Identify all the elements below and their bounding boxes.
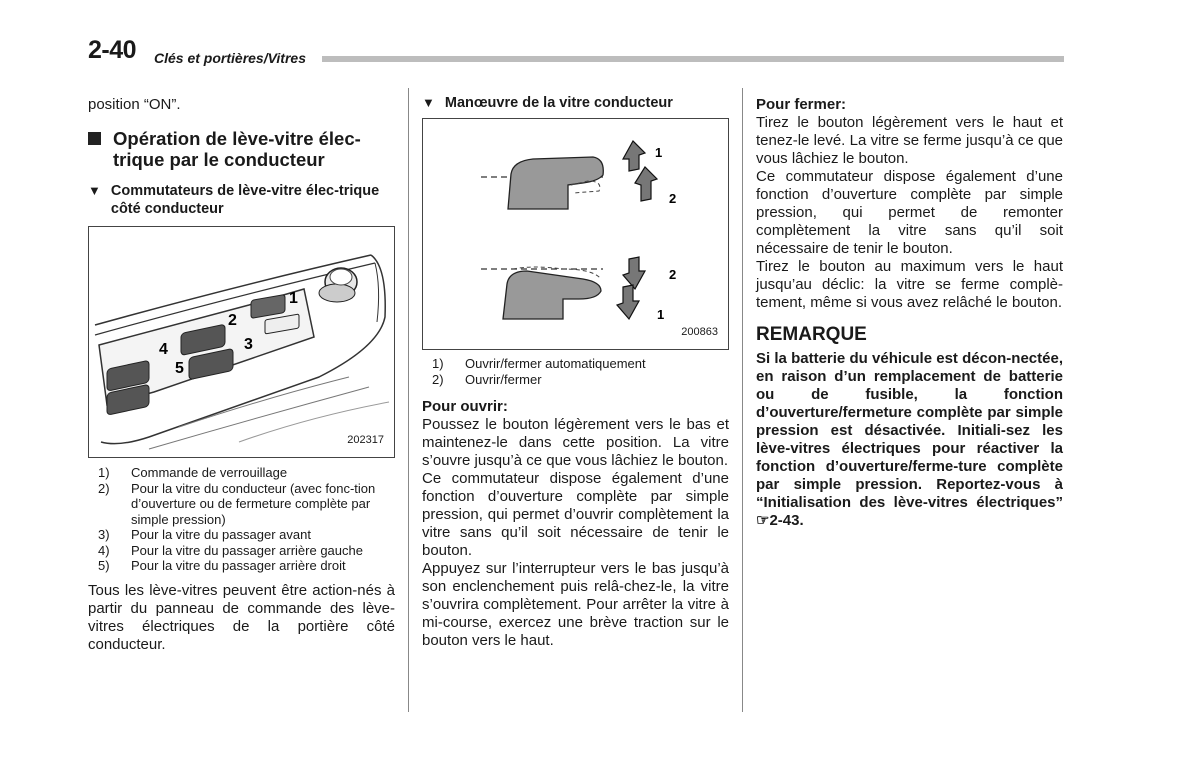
close-paragraph-3: Tirez le bouton au maximum vers le haut jusqu’au déclic: la vitre se ferme complè-tement, même si vous avez relâché le bouton.	[756, 258, 1063, 311]
close-title: Pour fermer:	[756, 96, 847, 113]
section-title: Clés et portières/Vitres	[154, 50, 306, 66]
column-divider-2	[742, 88, 743, 712]
close-paragraph-1: Tirez le bouton légèrement vers le haut et tenez-le levé. La vitre se ferme jusqu’à ce que vous lâchiez le bouton.	[756, 114, 1063, 167]
caption-item: 2) Pour la vitre du conducteur (avec fonc-tion d’ouverture ou de fermeture complète par simple pression)	[98, 480, 376, 527]
triangle-bullet-icon: ▼	[88, 183, 101, 198]
figure-switch-panel	[88, 226, 395, 458]
heading-driver-window-operation	[88, 128, 395, 170]
header-rule	[322, 56, 1064, 62]
callout-3: 3	[244, 336, 253, 353]
figure-code: 202317	[347, 434, 384, 446]
caption-item: 2) Ouvrir/fermer	[432, 371, 542, 387]
callout-5: 5	[175, 360, 184, 377]
close-paragraph-2: Ce commutateur dispose également d’une fonction d’ouverture complète par simple pression, qui permet de remonter complètement la vitre sans qu’il soit nécessaire de tenir le bouton.	[756, 168, 1063, 257]
switch-panel-illustration	[89, 227, 394, 457]
caption-item: 1) Ouvrir/fermer automatiquement	[432, 356, 646, 371]
square-bullet-icon	[88, 132, 101, 145]
intro-text: position “ON”.	[88, 96, 181, 113]
callout-1-auto-up: 1	[655, 145, 663, 160]
remark-heading: REMARQUE	[756, 324, 867, 345]
triangle-bullet-icon: ▼	[422, 95, 435, 110]
body-paragraph: Tous les lève-vitres peuvent être action-nés à partir du panneau de commande des lève-vitres électriques de la portière côté conducteur.	[88, 581, 395, 653]
subheading-window-operation	[422, 94, 729, 112]
callout-1: 1	[289, 290, 298, 307]
column-1	[88, 96, 395, 654]
switch-operation-illustration	[423, 119, 728, 349]
caption-item: 1) Commande de verrouillage	[98, 465, 288, 480]
figure-window-switch-operation	[422, 118, 729, 350]
subheading-text: Manœuvre de la vitre conducteur	[444, 95, 673, 111]
column-divider-1	[408, 88, 409, 712]
page-number: 2-40	[88, 36, 137, 64]
column-2	[422, 96, 729, 650]
caption-item: 4) Pour la vitre du passager arrière gauche	[98, 542, 363, 558]
remark-text: Si la batterie du véhicule est décon-nectée, en raison d’un remplacement de batterie ou de fusible, la fonction d’ouverture/fermeture complète par simple pression est désactivée. Initiali-sez les lève-vitres électriques pour réactiver la fonction d’ouverture/ferme-ture complète par simple pression. Reportez-vous à “Initialisation des lève-vitres électriques” ☞2-43.	[756, 350, 1063, 529]
caption-item: 3) Pour la vitre du passager avant	[98, 527, 311, 542]
open-paragraph-2: Ce commutateur dispose également d’une fonction d’ouverture complète par simple pression, qui permet d’ouvrir complètement la vitre sans qu’il soit nécessaire de tenir le bouton.	[422, 470, 729, 559]
caption-list	[88, 465, 395, 574]
callout-2-down: 2	[669, 267, 677, 282]
caption-item: 5) Pour la vitre du passager arrière droit	[98, 558, 346, 573]
open-paragraph-1: Poussez le bouton légèrement vers le bas et maintenez-le dans cette position. La vitre s’ouvre jusqu’à ce que vous lâchiez le bouton.	[422, 416, 729, 469]
callout-4: 4	[159, 341, 168, 358]
subheading-text: Commutateurs de lève-vitre élec-trique côté conducteur	[110, 183, 380, 217]
figure-code: 200863	[681, 326, 718, 338]
open-paragraph-3: Appuyez sur l’interrupteur vers le bas jusqu’à son enclenchement puis relâ-chez-le, la vitre s’ouvrira complètement. Pour arrêter la vitre à mi-course, exercez une brève traction sur le bouton vers le haut.	[422, 560, 729, 649]
column-3	[756, 96, 1063, 530]
callout-2-up: 2	[669, 191, 677, 206]
callout-1-auto-down: 1	[657, 307, 665, 322]
open-title: Pour ouvrir:	[422, 398, 508, 415]
caption-list	[422, 356, 729, 387]
subheading-switches	[88, 182, 395, 218]
heading-text: Opération de lève-vitre élec-trique par le conducteur	[113, 128, 361, 170]
callout-2: 2	[228, 312, 237, 329]
